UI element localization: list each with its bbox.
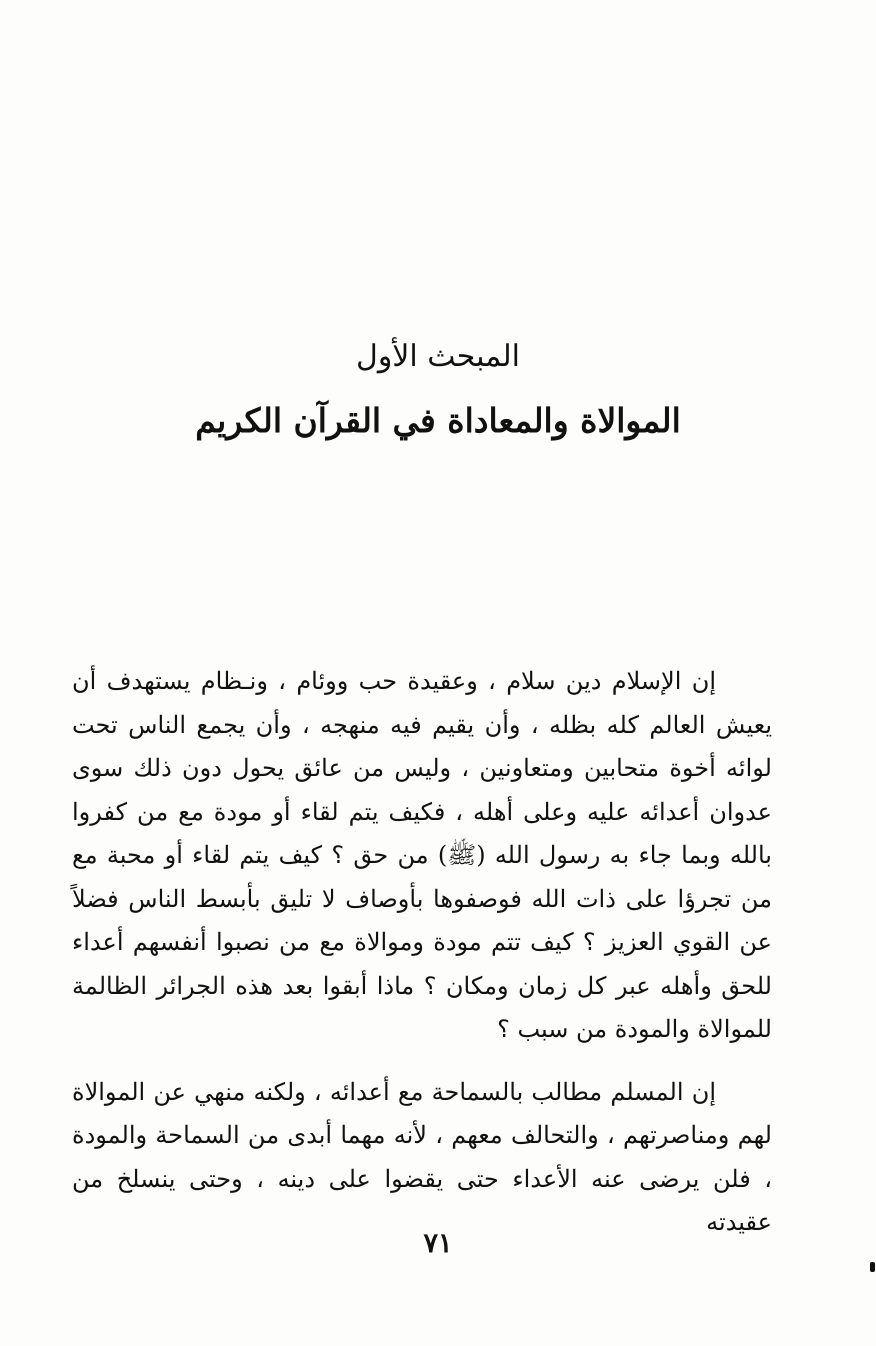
page-number: ٧١ — [423, 1228, 453, 1259]
body-text — [72, 660, 772, 1245]
section-title: الموالاة والمعاداة في القرآن الكريم — [195, 401, 681, 440]
scan-edge-mark — [870, 1262, 875, 1272]
section-label: المبحث الأول — [356, 339, 520, 374]
paragraph-1: إن الإسلام دين سلام ، وعقيدة حب ووئام ، ونـظام يستهدف أن يعيش العالم كله بظله ، وأن يقيم فيه منهجه ، وأن يجمع الناس تحت لوائه أخوة متحابين ومتعاونين ، وليس من عائق يحول دون ذلك سوى عدوان أعدائه عليه وعلى أهله ، فكيف يتم لقاء أو مودة مع من كفروا بالله وبما جاء به رسول الله (ﷺ) من حق ؟ كيف يتم لقاء أو محبة مع من تجرؤا على ذات الله فوصفوها بأوصاف لا تليق بأبسط الناس فضلاً عن القوي العزيز ؟ كيف تتم مودة وموالاة مع من نصبوا أنفسهم أعداء للحق وأهله عبر كل زمان ومكان ؟ ماذا أبقوا بعد هذه الجرائر الظالمة للموالاة والمودة من سبب ؟ — [72, 667, 772, 1043]
chapter-heading — [0, 335, 876, 447]
paragraph-2: إن المسلم مطالب بالسماحة مع أعدائه ، ولكنه منهي عن الموالاة لهم ومناصرتهم ، والتحالف معهم ، لأنه مهما أبدى من السماحة والمودة ، فلن يرضى عنه الأعداء حتى يقضوا على دينه ، وحتى ينسلخ من عقيدته — [72, 1077, 772, 1236]
